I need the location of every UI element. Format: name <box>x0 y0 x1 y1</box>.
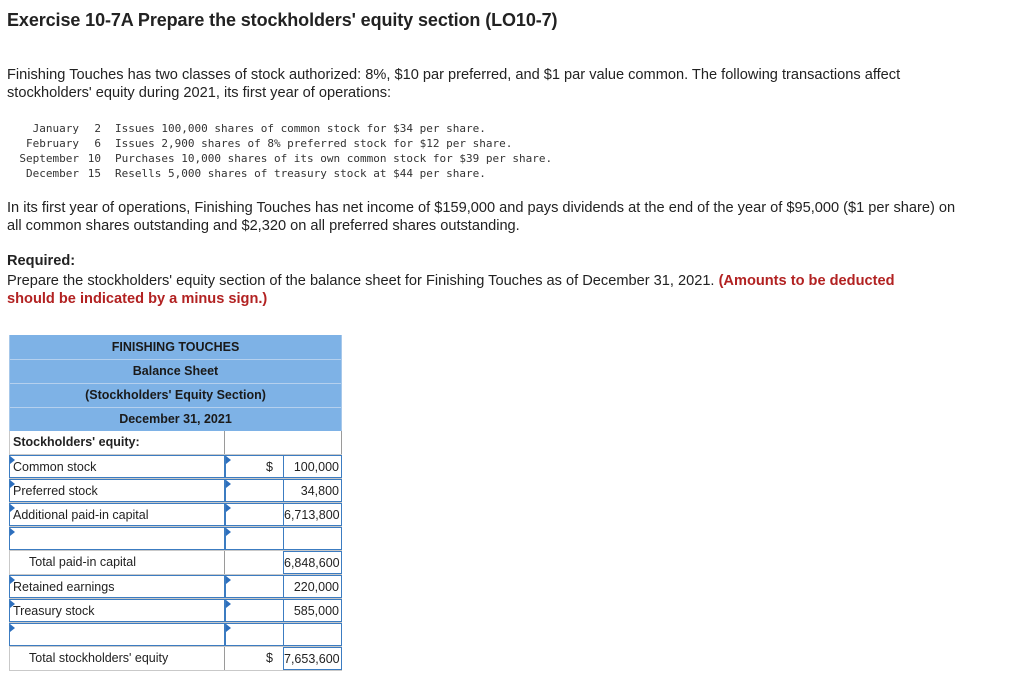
blank-label-input[interactable] <box>9 527 225 550</box>
currency-symbol: $ <box>266 651 273 665</box>
statement-date: December 31, 2021 <box>10 407 341 431</box>
dropdown-marker-icon <box>226 504 231 512</box>
transaction-description: Purchases 10,000 shares of its own common stock for $39 per share. <box>115 152 553 165</box>
currency-cell <box>225 647 283 670</box>
currency-cell[interactable] <box>225 575 283 598</box>
row-label: Retained earnings <box>13 580 115 594</box>
table-row <box>9 503 342 527</box>
dropdown-marker-icon <box>10 504 15 512</box>
blank-value-input[interactable] <box>283 527 342 550</box>
transaction-row <box>7 136 552 151</box>
section-name: (Stockholders' Equity Section) <box>10 383 341 407</box>
statement-name: Balance Sheet <box>10 359 341 383</box>
section-label: Stockholders' equity: <box>9 431 225 454</box>
dropdown-marker-icon <box>226 576 231 584</box>
apic-label-input[interactable] <box>9 503 225 526</box>
required-text <box>7 272 937 308</box>
retained-earnings-label-input[interactable] <box>9 575 225 598</box>
blank-value-input[interactable] <box>283 623 342 646</box>
dropdown-marker-icon <box>226 480 231 488</box>
currency-cell[interactable] <box>225 503 283 526</box>
row-label: Treasury stock <box>13 604 95 618</box>
transaction-day: 2 <box>94 122 101 135</box>
transaction-month: February <box>26 137 79 150</box>
table-row <box>9 455 342 479</box>
table-row <box>9 599 342 623</box>
currency-cell[interactable] <box>225 623 283 646</box>
table-row <box>9 551 342 575</box>
transaction-row <box>7 121 552 136</box>
transaction-description: Issues 100,000 shares of common stock for $34 per share. <box>115 122 486 135</box>
exercise-title: Exercise 10-7A Prepare the stockholders' equity section (LO10-7) <box>7 10 558 30</box>
value-cell <box>283 431 342 454</box>
dropdown-marker-icon <box>10 576 15 584</box>
dropdown-marker-icon <box>226 624 231 632</box>
transaction-day: 10 <box>87 152 101 165</box>
dropdown-marker-icon <box>226 600 231 608</box>
table-row <box>9 527 342 551</box>
table-row <box>9 647 342 671</box>
balance-sheet-table <box>9 335 342 671</box>
blank-label-input[interactable] <box>9 623 225 646</box>
currency-cell <box>225 551 283 574</box>
dropdown-marker-icon <box>10 624 15 632</box>
dropdown-marker-icon <box>10 600 15 608</box>
operations-paragraph: In its first year of operations, Finishing Touches has net income of $159,000 and pays dividends at the end of the year of $95,000 ($1 per share) on all common shares outstanding and $2,320 on all preferred shares outstanding. <box>7 200 956 234</box>
row-label: Additional paid-in capital <box>13 508 149 522</box>
transaction-description: Issues 2,900 shares of 8% preferred stock for $12 per share. <box>115 137 513 150</box>
table-row <box>9 479 342 503</box>
row-label: Preferred stock <box>13 484 98 498</box>
dropdown-marker-icon <box>10 456 15 464</box>
balance-sheet-header <box>9 335 342 431</box>
common-stock-value-input[interactable]: 100,000 <box>283 455 342 478</box>
transaction-month: September <box>19 152 79 165</box>
transaction-list <box>7 121 552 181</box>
transaction-day: 6 <box>94 137 101 150</box>
common-stock-label-input[interactable] <box>9 455 225 478</box>
transaction-day: 15 <box>87 167 101 180</box>
section-label-row <box>9 431 342 455</box>
retained-earnings-value-input[interactable]: 220,000 <box>283 575 342 598</box>
total-equity-label: Total stockholders' equity <box>9 647 225 670</box>
dropdown-marker-icon <box>10 528 15 536</box>
transaction-row <box>7 166 552 181</box>
currency-cell[interactable] <box>225 479 283 502</box>
transaction-month: December <box>26 167 79 180</box>
required-note: (Amounts to be deducted should be indicated by a minus sign.) <box>7 273 895 307</box>
dropdown-marker-icon <box>226 456 231 464</box>
dropdown-marker-icon <box>10 480 15 488</box>
currency-cell <box>225 431 283 454</box>
preferred-stock-value-input[interactable]: 34,800 <box>283 479 342 502</box>
required-instruction: Prepare the stockholders' equity section of the balance sheet for Finishing Touches as of December 31, 2021. <box>7 273 715 289</box>
row-label: Common stock <box>13 460 97 474</box>
total-paid-in-value-input[interactable]: 6,848,600 <box>283 551 342 574</box>
apic-value-input[interactable]: 6,713,800 <box>283 503 342 526</box>
table-row <box>9 575 342 599</box>
transaction-row <box>7 151 552 166</box>
intro-paragraph: Finishing Touches has two classes of stock authorized: 8%, $10 par preferred, and $1 par value common. The following transactions affect stockholders' equity during 2021, its first year of operations: <box>7 67 901 101</box>
company-name: FINISHING TOUCHES <box>111 340 240 354</box>
currency-cell[interactable] <box>225 599 283 622</box>
total-paid-in-label: Total paid-in capital <box>9 551 225 574</box>
required-heading: Required: <box>7 253 76 269</box>
currency-symbol: $ <box>266 460 273 474</box>
currency-cell[interactable] <box>225 455 283 478</box>
table-row <box>9 623 342 647</box>
treasury-stock-label-input[interactable] <box>9 599 225 622</box>
preferred-stock-label-input[interactable] <box>9 479 225 502</box>
total-equity-value-input[interactable]: 7,653,600 <box>283 647 342 670</box>
treasury-stock-value-input[interactable]: 585,000 <box>283 599 342 622</box>
currency-cell[interactable] <box>225 527 283 550</box>
dropdown-marker-icon <box>226 528 231 536</box>
transaction-description: Resells 5,000 shares of treasury stock at $44 per share. <box>115 167 486 180</box>
transaction-month: January <box>32 122 79 135</box>
